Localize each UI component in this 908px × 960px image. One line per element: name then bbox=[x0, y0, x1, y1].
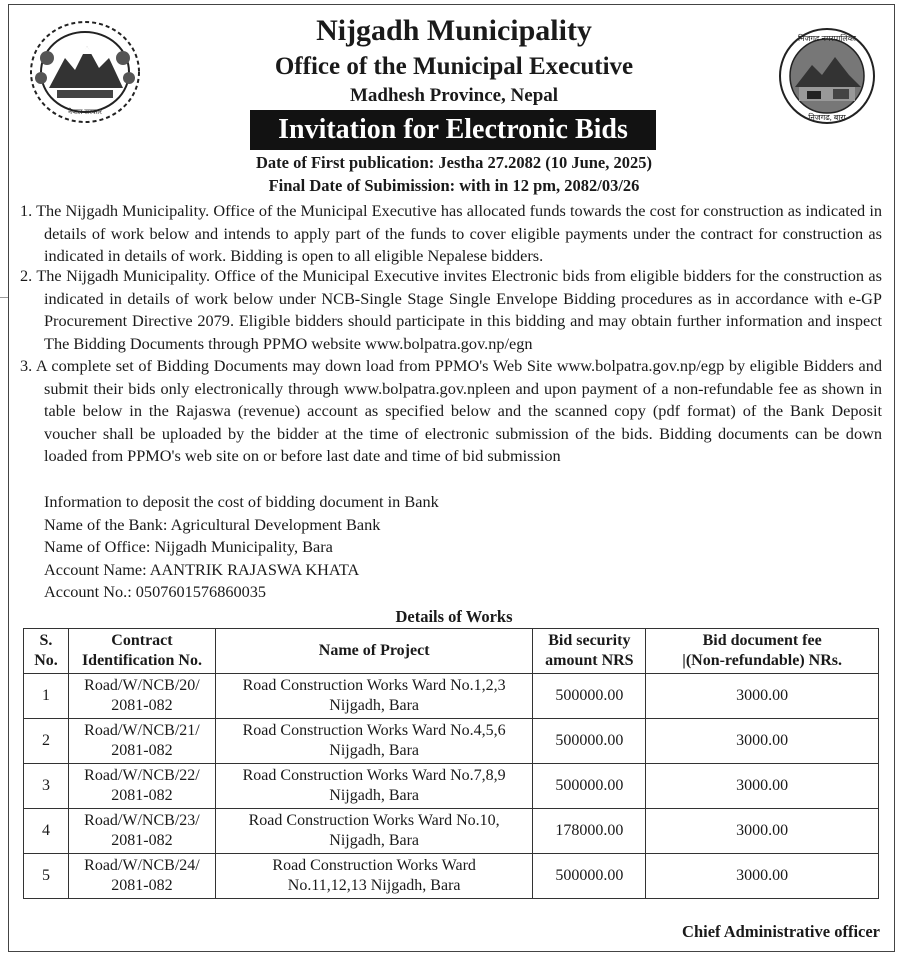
cell-project: Road Construction Works Ward No.10, Nijgadh, Bara bbox=[215, 809, 532, 854]
signature-title: Chief Administrative officer bbox=[682, 922, 880, 941]
works-table-title: Details of Works bbox=[395, 607, 513, 626]
cell-security: 500000.00 bbox=[533, 854, 646, 899]
table-row bbox=[24, 809, 879, 854]
header-security: Bid security amount NRS bbox=[533, 629, 646, 674]
cell-sn: 2 bbox=[24, 719, 69, 764]
table-row bbox=[24, 719, 879, 764]
final-submission-date: Final Date of Subimission: with in 12 pm, 2082/03/26 bbox=[268, 176, 640, 195]
cell-contract: Road/W/NCB/23/ 2081-082 bbox=[68, 809, 215, 854]
table-row bbox=[24, 854, 879, 899]
header-project: Name of Project bbox=[215, 629, 532, 674]
cell-project: Road Construction Works Ward No.4,5,6 Nijgadh, Bara bbox=[215, 719, 532, 764]
table-header-row bbox=[24, 629, 879, 674]
cell-security: 500000.00 bbox=[533, 764, 646, 809]
right-logo-top-text: निजगढ नगरपालिका bbox=[798, 34, 856, 43]
bids-banner: Invitation for Electronic Bids bbox=[250, 110, 656, 150]
location-subtitle: Madhesh Province, Nepal bbox=[349, 85, 559, 106]
cell-project: Road Construction Works Ward No.1,2,3 Nijgadh, Bara bbox=[215, 674, 532, 719]
cell-project: Road Construction Works Ward No.7,8,9 Nijgadh, Bara bbox=[215, 764, 532, 809]
cell-sn: 5 bbox=[24, 854, 69, 899]
cell-contract: Road/W/NCB/24/ 2081-082 bbox=[68, 854, 215, 899]
header-fee: Bid document fee |(Non-refundable) NRs. bbox=[646, 629, 879, 674]
account-name-line: Account Name: AANTRIK RAJASWA KHATA bbox=[44, 559, 360, 579]
office-name-line: Name of Office: Nijgadh Municipality, Bara bbox=[44, 537, 333, 557]
municipality-title: Nijgadh Municipality bbox=[316, 14, 592, 47]
cell-fee: 3000.00 bbox=[646, 719, 879, 764]
bank-info-line: Information to deposit the cost of bidding document in Bank bbox=[44, 492, 439, 511]
office-title: Office of the Municipal Executive bbox=[274, 53, 634, 80]
cell-fee: 3000.00 bbox=[646, 764, 879, 809]
paragraph-1: 1. The Nijgadh Municipality. Office of the Municipal Executive has allocated funds towards the cost for construction as indicated in details of work below and intends to apply part of the funds to cover eligible payments under the contract for construction as indicated in details of work. Bidding is open to all eligible Nepalese bidders. bbox=[20, 201, 882, 266]
cell-sn: 3 bbox=[24, 764, 69, 809]
paragraph-3: 3. A complete set of Bidding Documents may down load from PPMO's Web Site www.bolpatra.gov.np/egp by eligible Bidders and submit their bids only electronically through www.bolpatra.gov.npleen and upon payment of a non-refundable fee as shown in table below in the Rajaswa (revenue) account as specified below and the scanned copy (pdf format) of the Bank Deposit voucher shall be uploaded by the bidder at the time of electronic submission of the bids. Bidding documents can be down loaded from PPMO's web site on or before last date and time of bid submission bbox=[20, 356, 882, 466]
cell-sn: 1 bbox=[24, 674, 69, 719]
cell-contract: Road/W/NCB/20/ 2081-082 bbox=[68, 674, 215, 719]
table-row bbox=[24, 674, 879, 719]
works-table bbox=[23, 628, 879, 899]
account-number-line: Account No.: 0507601576860035 bbox=[44, 582, 267, 602]
right-logo-bottom-text: निजगढ, बारा bbox=[808, 113, 846, 122]
cell-sn: 4 bbox=[24, 809, 69, 854]
header-sn: S. No. bbox=[24, 629, 69, 674]
cell-fee: 3000.00 bbox=[646, 674, 879, 719]
bank-name-line: Name of the Bank: Agricultural Development Bank bbox=[44, 514, 381, 534]
cell-fee: 3000.00 bbox=[646, 809, 879, 854]
first-publication-date: Date of First publication: Jestha 27.2082 (10 June, 2025) bbox=[256, 153, 652, 172]
cell-contract: Road/W/NCB/22/ 2081-082 bbox=[68, 764, 215, 809]
bank-info-block bbox=[44, 491, 439, 604]
left-logo-text: नेपाल सरकार bbox=[68, 108, 102, 116]
cell-security: 178000.00 bbox=[533, 809, 646, 854]
cell-contract: Road/W/NCB/21/ 2081-082 bbox=[68, 719, 215, 764]
margin-mark bbox=[0, 297, 8, 298]
cell-security: 500000.00 bbox=[533, 674, 646, 719]
cell-fee: 3000.00 bbox=[646, 854, 879, 899]
cell-security: 500000.00 bbox=[533, 719, 646, 764]
cell-project: Road Construction Works Ward No.11,12,13 Nijgadh, Bara bbox=[215, 854, 532, 899]
table-row bbox=[24, 764, 879, 809]
header-contract: Contract Identification No. bbox=[68, 629, 215, 674]
paragraph-2: 2. The Nijgadh Municipality. Office of the Municipal Executive invites Electronic bids from eligible bidders for the construction as indicated in details of work below under NCB-Single Stage Single Envelope Bidding procedures as in accordance with e-GP Procurement Directive 2079. Eligible bidders should participate in this bidding and may obtain further information and inspect The Bidding Documents through PPMO website www.bolpatra.gov.np/egn bbox=[20, 266, 882, 353]
